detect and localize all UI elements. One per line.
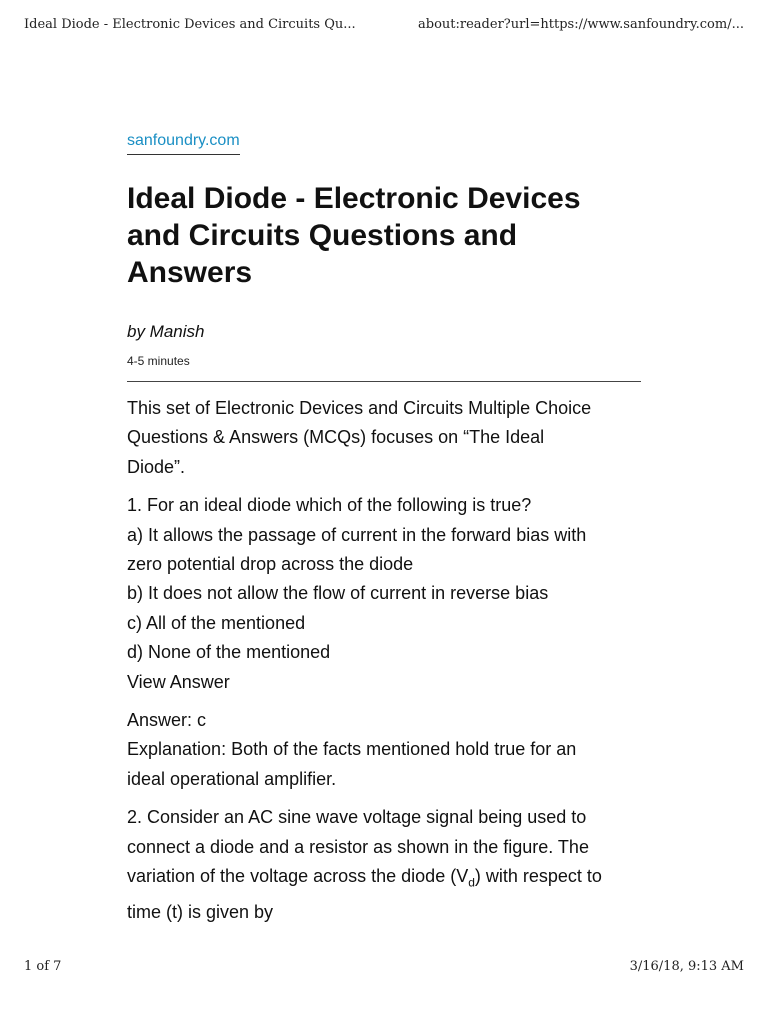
option-a: a) It allows the passage of current in the forward bias with (127, 524, 587, 545)
question-1-text: 1. For an ideal diode which of the following is true? (127, 495, 532, 516)
answer-text: Answer: c (127, 710, 207, 731)
footer-datetime: 3/16/18, 9:13 AM (629, 959, 744, 974)
view-answer-button[interactable]: View Answer (127, 671, 230, 692)
question-2-line (127, 862, 641, 898)
header-document-title: Ideal Diode - Electronic Devices and Circuits Qu... (24, 17, 356, 32)
print-footer (0, 959, 768, 979)
header-url: about:reader?url=https://www.sanfoundry.com/... (418, 17, 744, 32)
site-link[interactable]: sanfoundry.com (127, 132, 240, 155)
option-c: c) All of the mentioned (127, 612, 306, 633)
article-byline: by Manish (127, 322, 205, 341)
answer-1 (127, 706, 641, 794)
article-title: Ideal Diode - Electronic Devices and Circuits Questions and Answers (127, 182, 581, 289)
article (127, 132, 641, 937)
footer-page-info: 1 of 7 (24, 959, 62, 974)
print-header (0, 17, 768, 37)
option-d: d) None of the mentioned (127, 642, 331, 663)
question-2 (127, 803, 641, 927)
text-line: Diode”. (127, 456, 186, 477)
explanation-text: Explanation: Both of the facts mentioned hold true for an (127, 739, 577, 760)
question-2-line: connect a diode and a resistor as shown in the figure. The (127, 836, 589, 857)
option-b: b) It does not allow the flow of current in reverse bias (127, 583, 549, 604)
reading-time: 4-5 minutes (127, 354, 190, 368)
article-body (127, 394, 641, 928)
explanation-text-continued: ideal operational amplifier. (127, 768, 337, 789)
question-2-text-pre: variation of the voltage across the diode (V (127, 866, 469, 887)
text-line: Questions & Answers (MCQs) focuses on “The Ideal (127, 427, 545, 448)
question-2-line: 2. Consider an AC sine wave voltage signal being used to (127, 807, 587, 828)
question-2-line: time (t) is given by (127, 902, 274, 923)
subscript-d: d (468, 875, 475, 890)
intro-paragraph (127, 394, 641, 482)
question-2-text-post: ) with respect to (474, 866, 602, 887)
question-1 (127, 491, 641, 697)
option-a-continued: zero potential drop across the diode (127, 554, 414, 575)
header-divider (127, 381, 641, 382)
text-line: This set of Electronic Devices and Circuits Multiple Choice (127, 398, 592, 418)
